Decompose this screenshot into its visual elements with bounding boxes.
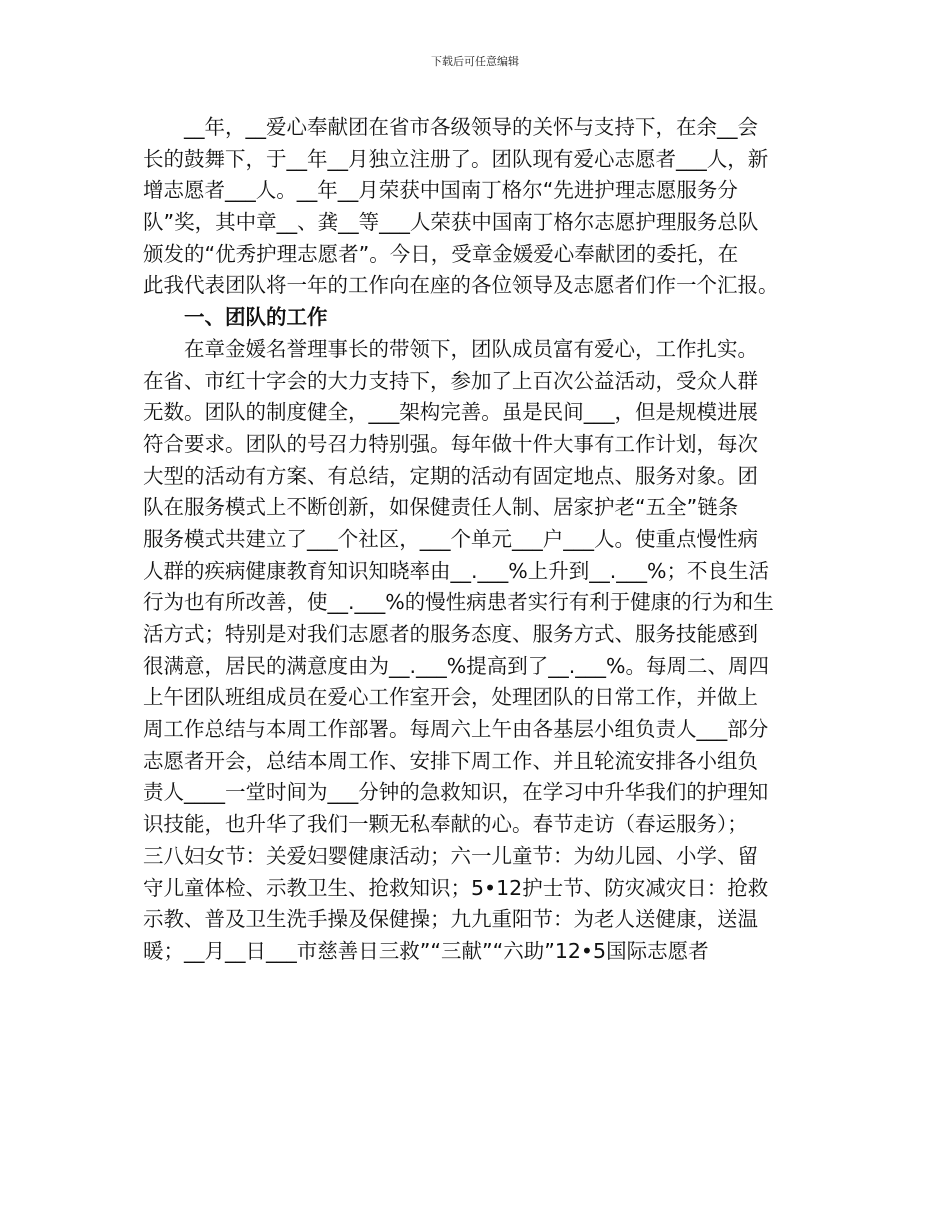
page-header-note: 下载后可任意编辑	[431, 55, 519, 68]
paragraph-line: 周工作总结与本周工作部署。每周六上午由各基层小组负责人___部分	[143, 717, 769, 742]
paragraph-line: __年，__爱心奉献团在省市各级领导的关怀与支持下，在余__会	[184, 115, 758, 139]
paragraph-line: 示教、普及卫生洗手操及保健操；九九重阳节：为老人送健康，送温	[143, 907, 758, 932]
paragraph-line: 人群的疾病健康教育知识知晓率由__.___%上升到__.___%；不良生活	[143, 558, 769, 583]
paragraph-line: 此我代表团队将一年的工作向在座的各位领导及志愿者们作一个汇报。	[143, 273, 779, 298]
paragraph-line: 无数。团队的制度健全，___架构完善。虽是民间___，但是规模进展	[143, 400, 758, 425]
paragraph-line: 暖；__月__日___市慈善日三救”“三献”“六助”12•5国际志愿者	[143, 938, 709, 963]
paragraph-line: 增志愿者___人。__年__月荣获中国南丁格尔“先进护理志愿服务分	[143, 178, 738, 203]
paragraph-line: 活方式；特别是对我们志愿者的服务态度、服务方式、服务技能感到	[143, 622, 758, 646]
paragraph-line: 在章金媛名誉理事长的带领下，团队成员富有爱心，工作扎实。	[184, 336, 758, 361]
paragraph-line: 行为也有所改善，使__.___%的慢性病患者实行有利于健康的行为和生	[143, 590, 774, 615]
paragraph-line: 上午团队班组成员在爱心工作室开会，处理团队的日常工作，并做上	[143, 685, 758, 710]
paragraph-line: 服务模式共建立了___个社区，___个单元___户___人。使重点慢性病	[143, 526, 758, 551]
paragraph-line: 符合要求。团队的号召力特别强。每年做十件大事有工作计划，每次	[143, 431, 758, 456]
paragraph-line: 队”奖，其中章__、龚__等___人荣获中国南丁格尔志愿护理服务总队	[143, 210, 759, 235]
paragraph-line: 守儿童体检、示教卫生、抢救知识；5•12护士节、防灾减灾日：抢救	[143, 875, 769, 900]
paragraph-line: 颁发的“优秀护理志愿者”。今日，受章金媛爱心奉献团的委托，在	[143, 241, 739, 266]
paragraph-line: 在省、市红十字会的大力支持下，参加了上百次公益活动，受众人群	[143, 368, 758, 393]
body-text	[143, 112, 815, 968]
paragraph-line: 责人____一堂时间为___分钟的急救知识，在学习中升华我们的护理知	[143, 780, 769, 805]
section-heading: 一、团队的工作	[184, 305, 328, 330]
paragraph-line: 长的鼓舞下，于__年__月独立注册了。团队现有爱心志愿者___人，新	[143, 146, 769, 171]
paragraph-line: 志愿者开会，总结本周工作、安排下周工作、并且轮流安排各小组负	[143, 748, 758, 773]
paragraph-line: 很满意，居民的满意度由为__.___%提高到了__.___%。每周二、周四	[143, 653, 769, 678]
paragraph-line: 大型的活动有方案、有总结，定期的活动有固定地点、服务对象。团	[143, 463, 758, 488]
paragraph-line: 三八妇女节：关爱妇婴健康活动；六一儿童节：为幼儿园、小学、留	[143, 843, 758, 868]
paragraph-line: 识技能，也升华了我们一颗无私奉献的心。春节走访（春运服务）；	[143, 812, 748, 837]
paragraph-line: 队在服务模式上不断创新，如保健责任人制、居家护老“五全”链条	[143, 495, 739, 520]
